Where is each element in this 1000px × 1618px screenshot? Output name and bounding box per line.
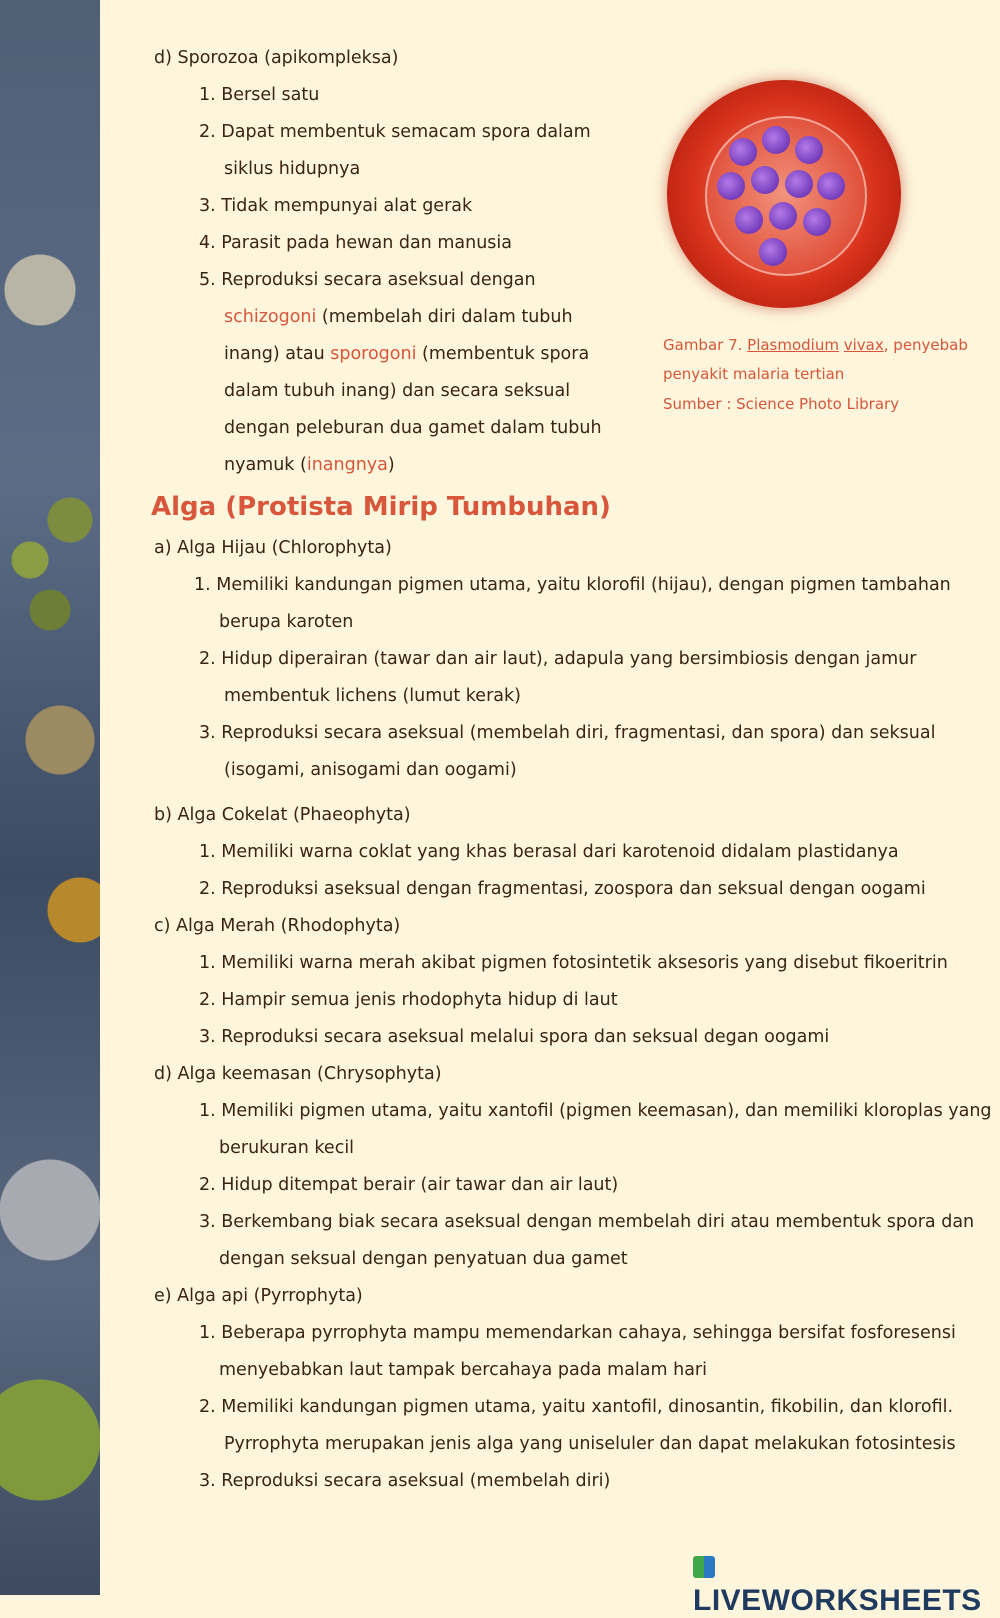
- list-item: 1. Memiliki warna merah akibat pigmen fotosintetik aksesoris yang disebut fikoeritrin: [199, 953, 948, 973]
- text-span: (membentuk spora: [416, 344, 590, 364]
- text-span: ): [387, 455, 395, 475]
- list-item: 1. Memiliki pigmen utama, yaitu xantofil (pigmen keemasan), dan memiliki kloroplas yang: [199, 1101, 992, 1121]
- list-item: [224, 307, 573, 328]
- list-item: berupa karoten: [219, 612, 354, 632]
- list-item: 2. Hidup diperairan (tawar dan air laut), adapula yang bersimbiosis dengan jamur: [199, 649, 917, 669]
- term-highlight: schizogoni: [224, 307, 317, 327]
- subsection-title: d) Alga keemasan (Chrysophyta): [154, 1064, 442, 1084]
- list-item: 3. Tidak mempunyai alat gerak: [199, 196, 473, 216]
- list-item: 1. Memiliki kandungan pigmen utama, yaitu klorofil (hijau), dengan pigmen tambahan: [194, 575, 951, 595]
- text-span: nyamuk (: [224, 455, 307, 475]
- list-item: 1. Beberapa pyrrophyta mampu memendarkan cahaya, sehingga bersifat fosforesensi: [199, 1323, 956, 1343]
- subsection-title: b) Alga Cokelat (Phaeophyta): [154, 805, 411, 825]
- text-span: Plasmodium: [747, 336, 839, 354]
- list-item: 3. Reproduksi secara aseksual (membelah diri, fragmentasi, dan spora) dan seksual: [199, 723, 936, 743]
- figure-source: Sumber : Science Photo Library: [663, 395, 900, 413]
- merozoite: [803, 208, 831, 236]
- term-highlight: inangnya: [306, 455, 388, 475]
- text-span: inang) atau: [224, 344, 331, 364]
- list-item: siklus hidupnya: [224, 159, 361, 179]
- list-item: [224, 344, 589, 365]
- list-item: 5. Reproduksi secara aseksual dengan: [199, 270, 536, 290]
- section-title-sporozoa: d) Sporozoa (apikompleksa): [154, 48, 399, 68]
- figure-caption-line1: [663, 336, 968, 354]
- subsection-title: e) Alga api (Pyrrophyta): [154, 1286, 363, 1306]
- decorative-side-image: [0, 0, 100, 1595]
- list-item: 3. Reproduksi secara aseksual (membelah diri): [199, 1471, 611, 1491]
- merozoite: [729, 138, 757, 166]
- list-item: 1. Bersel satu: [199, 85, 320, 105]
- list-item: dalam tubuh inang) dan secara seksual: [224, 381, 571, 401]
- list-item: 2. Dapat membentuk semacam spora dalam: [199, 122, 591, 142]
- figure-caption-line2: penyakit malaria tertian: [663, 365, 845, 383]
- plasmodium-figure-image: [667, 80, 901, 308]
- merozoite: [717, 172, 745, 200]
- text-span: (membelah diri dalam tubuh: [316, 307, 573, 327]
- list-item: 3. Berkembang biak secara aseksual dengan membelah diri atau membentuk spora dan: [199, 1212, 975, 1232]
- subsection-title: a) Alga Hijau (Chlorophyta): [154, 538, 392, 558]
- merozoite: [735, 206, 763, 234]
- list-item: dengan seksual dengan penyatuan dua gamet: [219, 1249, 628, 1269]
- text-span: vivax: [843, 336, 884, 354]
- list-item: Pyrrophyta merupakan jenis alga yang uniseluler dan dapat melakukan fotosintesis: [224, 1434, 956, 1454]
- logo-icon: [693, 1556, 715, 1578]
- merozoite: [769, 202, 797, 230]
- text-span: Gambar 7.: [663, 336, 748, 354]
- list-item: berukuran kecil: [219, 1138, 355, 1158]
- list-item: menyebabkan laut tampak bercahaya pada malam hari: [219, 1360, 707, 1380]
- merozoite: [817, 172, 845, 200]
- list-item: membentuk lichens (lumut kerak): [224, 686, 521, 706]
- liveworksheets-logo: [693, 1550, 1000, 1618]
- merozoite: [785, 170, 813, 198]
- text-span: , penyebab: [883, 336, 968, 354]
- list-item: 3. Reproduksi secara aseksual melalui spora dan seksual degan oogami: [199, 1027, 830, 1047]
- merozoite: [762, 126, 790, 154]
- list-item: 2. Reproduksi aseksual dengan fragmentasi, zoospora dan seksual dengan oogami: [199, 879, 926, 899]
- list-item: 2. Memiliki kandungan pigmen utama, yaitu xantofil, dinosantin, fikobilin, dan klorofil.: [199, 1397, 954, 1417]
- list-item: dengan peleburan dua gamet dalam tubuh: [224, 418, 602, 438]
- list-item: 4. Parasit pada hewan dan manusia: [199, 233, 512, 253]
- list-item: 2. Hidup ditempat berair (air tawar dan air laut): [199, 1175, 619, 1195]
- logo-text: LIVEWORKSHEETS: [693, 1584, 982, 1617]
- list-item: (isogami, anisogami dan oogami): [224, 760, 517, 780]
- list-item: [224, 455, 395, 476]
- section-heading-alga: Alga (Protista Mirip Tumbuhan): [151, 492, 611, 522]
- merozoite: [759, 238, 787, 266]
- list-item: 2. Hampir semua jenis rhodophyta hidup di laut: [199, 990, 618, 1010]
- merozoite: [751, 166, 779, 194]
- merozoite: [795, 136, 823, 164]
- term-highlight: sporogoni: [330, 344, 417, 364]
- subsection-title: c) Alga Merah (Rhodophyta): [154, 916, 401, 936]
- list-item: 1. Memiliki warna coklat yang khas berasal dari karotenoid didalam plastidanya: [199, 842, 899, 862]
